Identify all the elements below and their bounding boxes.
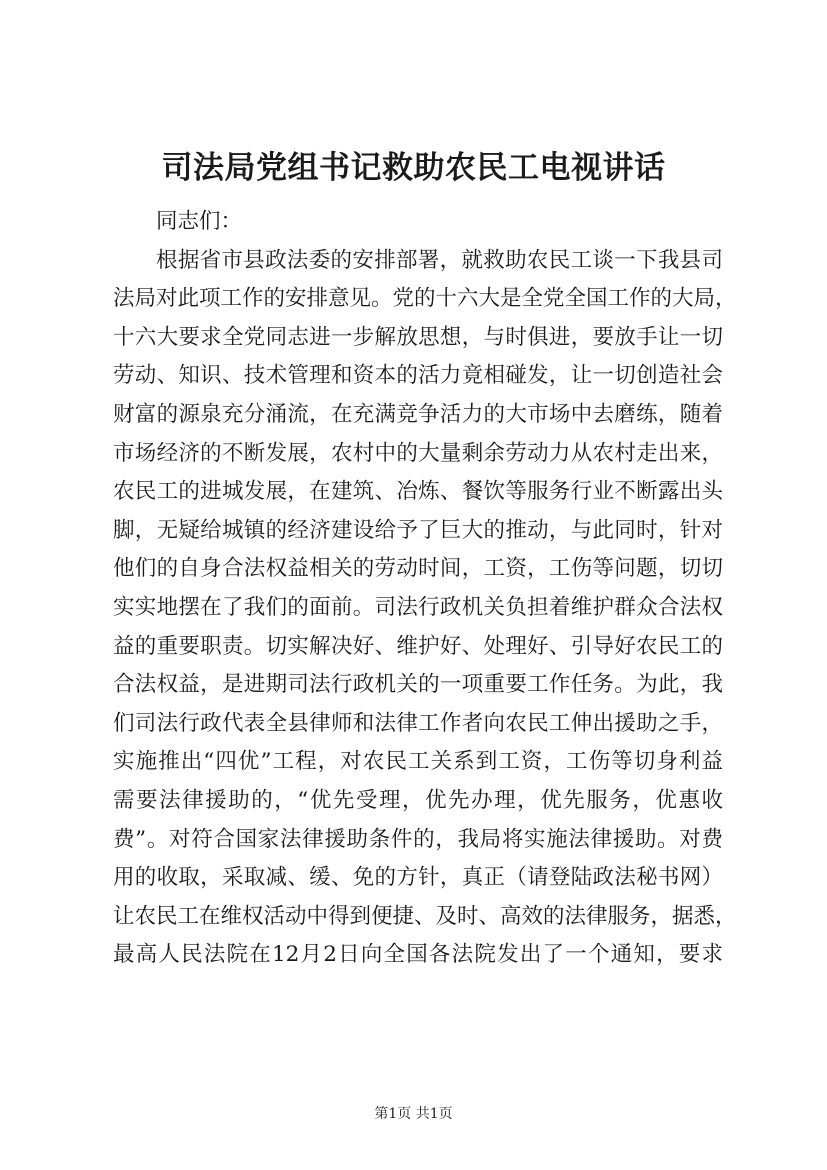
paragraph-line: 让农民工在维权活动中得到便捷、及时、高效的法律服务，据悉， (113, 903, 737, 929)
page-number-footer: 第1页 共1页 (374, 1106, 453, 1122)
paragraph-line: 十六大要求全党同志进一步解放思想，与时俱进，要放手让一切 (113, 324, 723, 350)
paragraph-line: 法局对此项工作的安排意见。党的十六大是全党全国工作的大局， (113, 286, 737, 312)
paragraph-line: 实施推出“四优”工程，对农民工关系到工资，工伤等切身利益 (113, 749, 723, 775)
paragraph-line: 用的收取，采取减、缓、免的方针，真正（请登陆政法秘书网） (113, 865, 723, 891)
paragraph-line: 市场经济的不断发展，农村中的大量剩余劳动力从农村走出来， (113, 440, 723, 466)
paragraph-line: 需要法律援助的，“优先受理，优先办理，优先服务，优惠收 (113, 787, 723, 813)
paragraph-line: 他们的自身合法权益相关的劳动时间，工资，工伤等问题，切切 (113, 556, 723, 582)
salutation: 同志们： (156, 209, 243, 234)
paragraph-line: 益的重要职责。切实解决好、维护好、处理好、引导好农民工的 (113, 633, 723, 659)
paragraph-line: 最高人民法院在12月2日向全国各法院发出了一个通知，要求 (113, 942, 723, 968)
document-title: 司法局党组书记救助农民工电视讲话 (161, 150, 666, 186)
paragraph-line: 脚，无疑给城镇的经济建设给予了巨大的推动，与此同时，针对 (113, 517, 723, 543)
paragraph-line: 农民工的进城发展，在建筑、冶炼、餐饮等服务行业不断露出头 (113, 479, 723, 505)
paragraph-line: 们司法行政代表全县律师和法律工作者向农民工伸出援助之手， (113, 710, 723, 736)
paragraph-line: 劳动、知识、技术管理和资本的活力竟相碰发，让一切创造社会 (113, 363, 723, 389)
paragraph-line: 实实地摆在了我们的面前。司法行政机关负担着维护群众合法权 (113, 594, 723, 620)
document-body (113, 203, 737, 975)
paragraph-line: 根据省市县政法委的安排部署，就救助农民工谈一下我县司 (156, 247, 723, 273)
paragraph-line: 财富的源泉充分涌流，在充满竞争活力的大市场中去磨练，随着 (113, 401, 723, 427)
paragraph-line: 费”。对符合国家法律援助条件的，我局将实施法律援助。对费 (113, 826, 723, 852)
paragraph-line: 合法权益，是进期司法行政机关的一项重要工作任务。为此，我 (113, 672, 723, 698)
